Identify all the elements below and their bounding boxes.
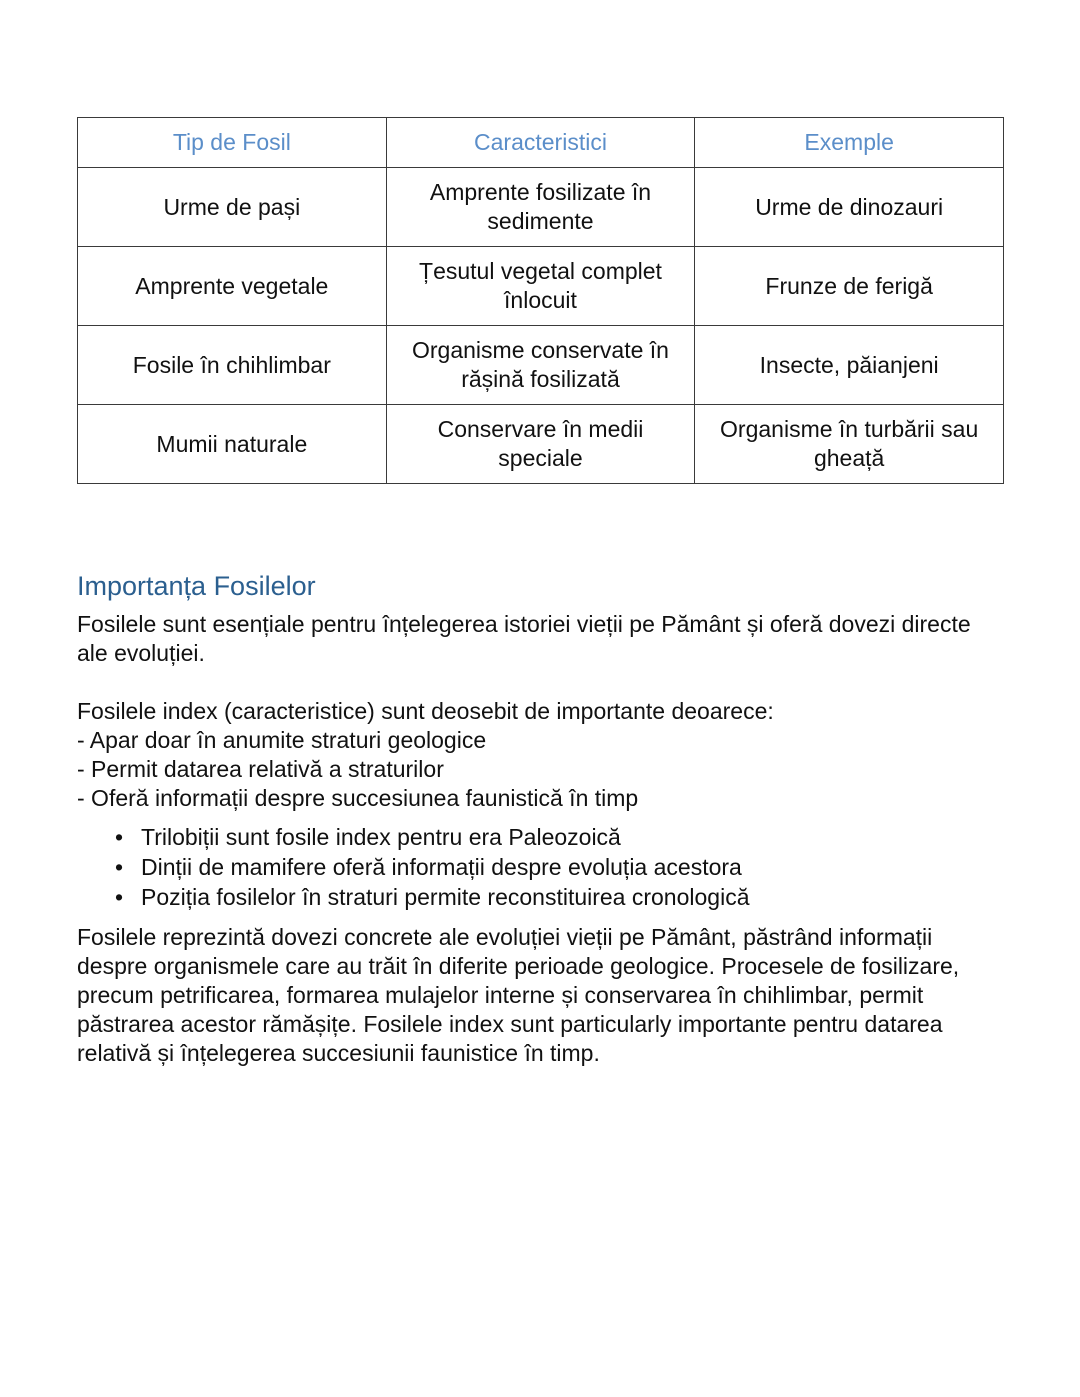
bullet-list xyxy=(77,822,1007,912)
header-cell-type: Tip de Fosil xyxy=(78,118,387,168)
table-cell: Insecte, păianjeni xyxy=(695,326,1004,405)
bullet-text: Dinții de mamifere oferă informații despre evoluția acestora xyxy=(141,854,742,880)
table-cell: Organisme conservate în rășină fosilizată xyxy=(386,326,695,405)
table-cell: Frunze de ferigă xyxy=(695,247,1004,326)
table-header-row xyxy=(78,118,1004,168)
bullet-icon: • xyxy=(114,854,124,880)
header-cell-characteristics: Caracteristici xyxy=(386,118,695,168)
dash-item: - Oferă informații despre succesiunea faunistică în timp xyxy=(77,785,639,811)
table-cell: Țesutul vegetal complet înlocuit xyxy=(386,247,695,326)
index-heading: Fosilele index (caracteristice) sunt deosebit de importante deoarece: xyxy=(77,698,774,724)
header-cell-examples: Exemple xyxy=(695,118,1004,168)
bullet-item xyxy=(109,822,1007,852)
table-cell: Amprente fosilizate în sedimente xyxy=(386,168,695,247)
bullet-text: Poziția fosilelor în straturi permite reconstituirea cronologică xyxy=(141,884,750,910)
importance-section xyxy=(77,568,1007,1068)
bullet-icon: • xyxy=(114,824,124,850)
conclusion-paragraph: Fosilele reprezintă dovezi concrete ale evoluției vieții pe Pământ, păstrând informații despre organismele care au trăit în diferite perioade geologice. Procesele de fosilizare, precum petrificarea, formarea mulajelor interne și conservarea în chihlimbar, permit păstrarea acestor rămășițe. Fosilele index sunt particularly importante pentru datarea relativă și înțelegerea succesiunii faunistice în timp. xyxy=(77,924,960,1066)
table-row xyxy=(78,247,1004,326)
fossil-types-table xyxy=(77,117,1004,484)
table-row xyxy=(78,405,1004,484)
table-cell: Conservare în medii speciale xyxy=(386,405,695,484)
table-cell: Mumii naturale xyxy=(78,405,387,484)
table-cell: Organisme în turbării sau gheață xyxy=(695,405,1004,484)
dash-item: - Apar doar în anumite straturi geologice xyxy=(77,727,487,753)
index-fossils-block xyxy=(77,697,1007,813)
bullet-text: Trilobiții sunt fosile index pentru era Paleozoică xyxy=(141,824,621,850)
table-cell: Urme de dinozauri xyxy=(695,168,1004,247)
dash-item: - Permit datarea relativă a straturilor xyxy=(77,756,444,782)
bullet-icon: • xyxy=(114,884,124,910)
table-row xyxy=(78,326,1004,405)
bullet-item xyxy=(109,852,1007,882)
table-cell: Urme de pași xyxy=(78,168,387,247)
table-row xyxy=(78,168,1004,247)
intro-paragraph: Fosilele sunt esențiale pentru înțelegerea istoriei vieții pe Pământ și oferă dovezi directe ale evoluției. xyxy=(77,611,971,666)
table-cell: Amprente vegetale xyxy=(78,247,387,326)
table-cell: Fosile în chihlimbar xyxy=(78,326,387,405)
bullet-item xyxy=(109,882,1007,912)
section-title: Importanța Fosilelor xyxy=(77,571,316,601)
